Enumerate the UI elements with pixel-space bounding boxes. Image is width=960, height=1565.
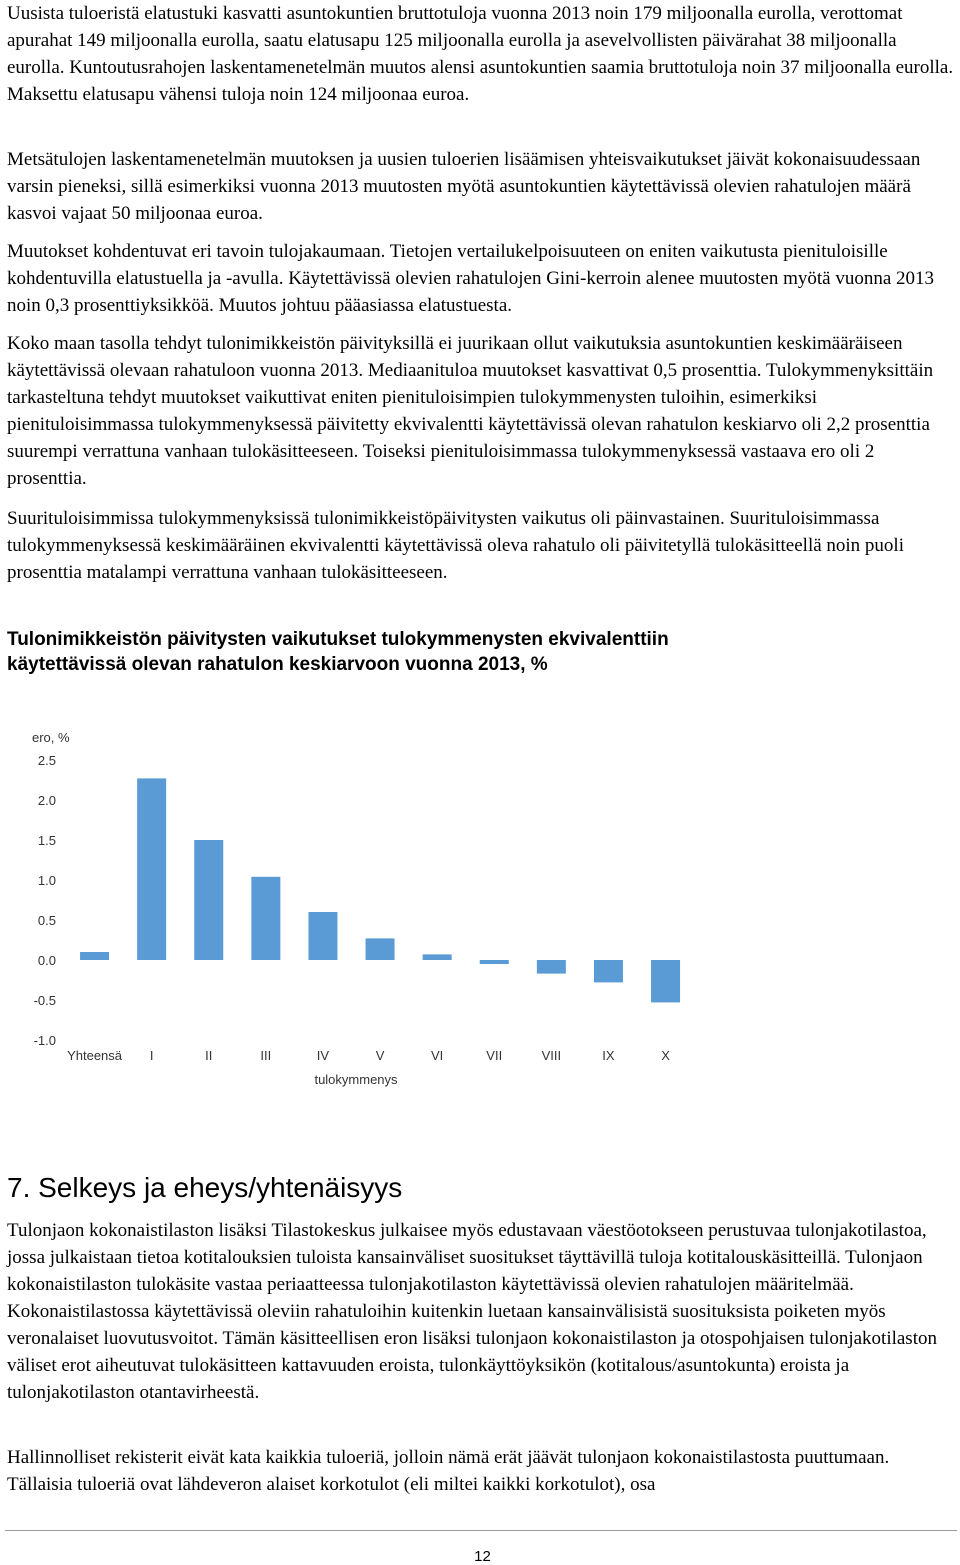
bar [366, 938, 395, 960]
paragraph-metsatulojen: Metsätulojen laskentamenetelmän muutoksen ja uusien tuloerien lisäämisen yhteisvaikutukset jäivät kokonaisuudessaan varsin pieneksi, sillä esimerkiksi vuonna 2013 muutosten myötä asuntokuntien käytettävissä olevien rahatulojen määrä kasvoi vajaat 50 miljoonaa euroa. [7, 149, 921, 224]
paragraph-hallinnolliset-rekisterit: Hallinnolliset rekisterit eivät kata kaikkia tuloeriä, jolloin nämä erät jäävät tulonjaon kokonaistilastosta puuttumaan. Tällaisia tuloeriä ovat lähdeveron alaiset korkotulot (eli miltei kaikki korkotulot), osa [7, 1447, 890, 1495]
bar [480, 960, 509, 964]
bar [251, 877, 280, 960]
y-axis [32, 730, 70, 1048]
y-tick-label: -1.0 [33, 1033, 56, 1048]
footer-divider [5, 1530, 957, 1531]
bar [80, 952, 109, 960]
y-tick-label: 2.5 [37, 753, 56, 768]
x-tick-label: IV [316, 1048, 330, 1063]
x-tick-label: II [205, 1048, 213, 1063]
x-tick-label: Yhteensä [67, 1048, 123, 1063]
x-tick-label: V [375, 1048, 385, 1063]
y-tick-label: 1.0 [37, 873, 56, 888]
bar [594, 960, 623, 982]
paragraph-koko-maan-tasolla: Koko maan tasolla tehdyt tulonimikkeistön päivityksillä ei juurikaan ollut vaikutuksia asuntokuntien keskimääräiseen käytettävissä olevaan rahatuloon vuonna 2013. Mediaanituloa muutokset kasvattivat 0,5 prosenttia. Tulokymmenyksittäin tarkasteltuna tehdyt muutokset vaikuttivat eniten pienituloisimpien tulokymmenysten tuloihin, esimerkiksi pienituloisimmassa tulokymmenyksessä päivitetty ekvivalentti käytettävissä olevan rahatulon keskiarvo oli 2,2 prosenttia suurempi verrattuna vanhaan tulokäsitteeseen. Toiseksi pienituloisimmassa tulokymmenyksessä vastaava ero oli 2 prosenttia. [7, 333, 934, 489]
y-axis-label: ero, % [32, 730, 70, 745]
bar-series [80, 778, 680, 1002]
y-tick-label: 0.0 [37, 953, 56, 968]
x-tick-label: VI [431, 1048, 444, 1063]
x-tick-label: X [661, 1048, 670, 1063]
x-tick-label: I [149, 1048, 154, 1063]
y-tick-label: 0.5 [37, 913, 56, 928]
chart-title: Tulonimikkeistön päivitysten vaikutukset tulokymmenysten ekvivalenttiin käytettävissä olevan rahatulon keskiarvoon vuonna 2013, % [7, 629, 669, 675]
paragraph-tulonjaon-kokonaistilaston: Tulonjaon kokonaistilaston lisäksi Tilastokeskus julkaisee myös edustavaan väestöotokseen perustuvaa tulonjakotilastoa, jossa julkaistaan tietoa kotitalouksien tuloista kansainväliset suositukset täyttävillä tuloja kotitalouskäsitteillä. Tulonjaon kokonaistilaston tulokäsite vastaa periaatteessa tulonjakotilaston käytettävissä olevien rahatulojen määritelmää. Kokonaistilastossa käytettävissä oleviin rahatuloihin kuitenkin luetaan kansainvälisistä suosituksista poiketen myös veronalaiset luovutusvoitot. Tämän käsitteellisen eron lisäksi tulonjaon kokonaistilaston ja otospohjaisen tulonjakotilaston väliset erot aiheutuvat tulokäsitteen kattavuuden eroista, tulonkäyttöyksikön (kotitalous/asuntokunta) eroista ja tulonjakotilaston otantavirheestä. [7, 1220, 937, 1403]
paragraph-uusista-tuloerista: Uusista tuloeristä elatustuki kasvatti asuntokuntien bruttotuloja vuonna 2013 noin 179 miljoonalla eurolla, verottomat apurahat 149 miljoonalla eurolla, saatu elatusapu 125 miljoonalla eurolla ja asevelvollisten päivärahat 38 miljoonalla eurolla. Kuntoutusrahojen laskentamenetelmän muutos alensi asuntokuntien saamia bruttotuloja noin 37 miljoonalla eurolla. Maksettu elatusapu vähensi tuloja noin 124 miljoonaa euroa. [7, 3, 954, 105]
x-tick-label: III [260, 1048, 272, 1063]
y-tick-label: -0.5 [33, 993, 56, 1008]
page-number: 12 [474, 1548, 491, 1565]
bar [651, 960, 680, 1002]
x-tick-label: VIII [541, 1048, 562, 1063]
x-axis [67, 1048, 670, 1087]
y-tick-label: 2.0 [37, 793, 56, 808]
section-heading: 7. Selkeys ja eheys/yhtenäisyys [7, 1172, 403, 1203]
bar [308, 912, 337, 960]
x-tick-label: VII [486, 1048, 503, 1063]
paragraph-muutokset-kohdentuvat: Muutokset kohdentuvat eri tavoin tulojakaumaan. Tietojen vertailukelpoisuuteen on eniten vaikutusta pienituloisille kohdentuvilla elatustuella ja -avulla. Käytettävissä olevien rahatulojen Gini-kerroin alenee muutosten myötä vuonna 2013 noin 0,3 prosenttiyksikköä. Muutos johtuu pääasiassa elatustuesta. [7, 241, 935, 316]
bar-chart [20, 722, 710, 1102]
y-tick-label: 1.5 [37, 833, 56, 848]
bar [537, 960, 566, 974]
bar [423, 954, 452, 960]
x-axis-label: tulokymmenys [314, 1072, 398, 1087]
paragraph-suurituloisimmissa: Suurituloisimmissa tulokymmenyksissä tulonimikkeistöpäivitysten vaikutus oli päinvastainen. Suurituloisimmassa tulokymmenyksessä keskimääräinen ekvivalentti käytettävissä oleva rahatulo oli päivitetyllä tulokäsitteellä noin puoli prosenttia matalampi verrattuna vanhaan tulokäsitteeseen. [7, 508, 904, 583]
bar [194, 840, 223, 960]
x-tick-label: IX [602, 1048, 615, 1063]
bar [137, 778, 166, 960]
